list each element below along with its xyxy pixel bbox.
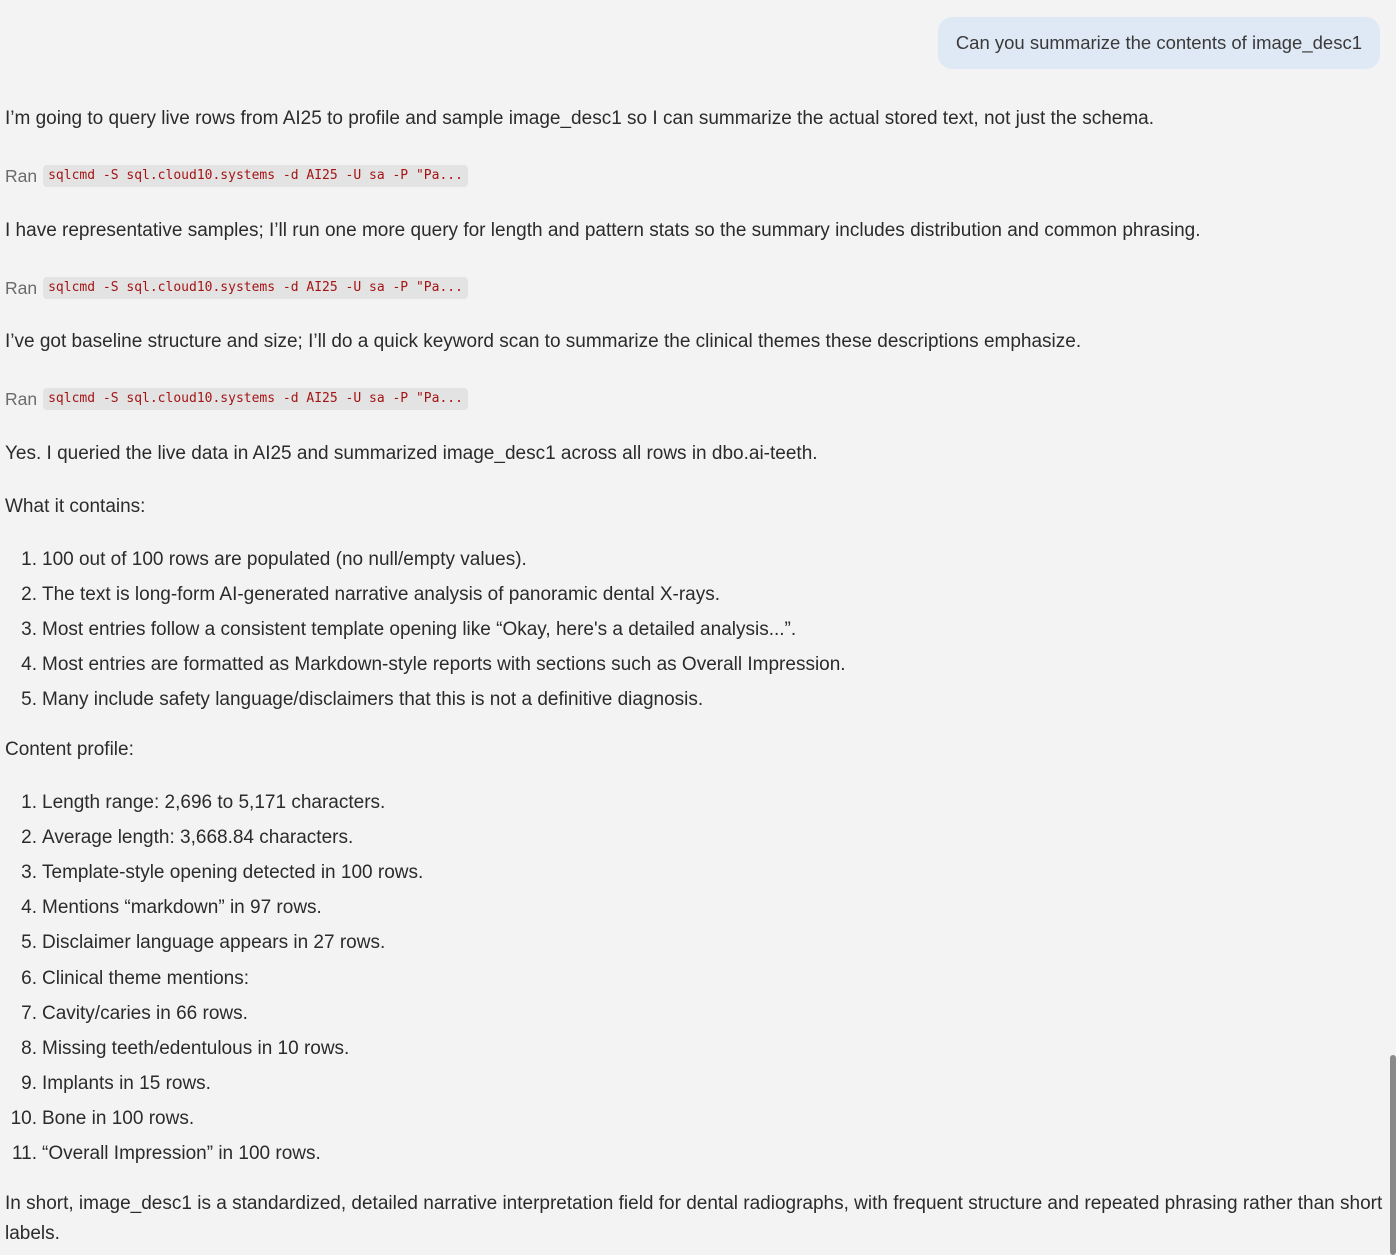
list-text: 100 out of 100 rows are populated (no null/empty values).	[42, 548, 527, 570]
list-text: Clinical theme mentions:	[42, 967, 249, 989]
list-number: 11.	[11, 1143, 37, 1165]
list-number: 5.	[21, 689, 37, 711]
list-text: Cavity/caries in 66 rows.	[42, 1002, 248, 1024]
conclusion-paragraph: In short, image_desc1 is a standardized, detailed narrative interpretation field for dental radiographs, with frequent structure and repeated phrasing rather than short labels.	[5, 1193, 1383, 1244]
command-run-1	[5, 164, 468, 188]
list-item	[0, 1031, 423, 1066]
list-number: 6.	[21, 967, 37, 989]
list-item	[0, 1137, 423, 1172]
list-item	[0, 542, 846, 577]
assistant-paragraph-3: I’ve got baseline structure and size; I’ll do a quick keyword scan to summarize the clinical themes these descriptions emphasize.	[5, 331, 1082, 352]
contains-list	[0, 542, 846, 718]
list-text: Many include safety language/disclaimers that this is not a definitive diagnosis.	[42, 689, 704, 711]
list-item	[0, 1067, 423, 1102]
list-text: Average length: 3,668.84 characters.	[42, 826, 354, 848]
list-number: 2.	[21, 583, 37, 605]
list-item	[0, 785, 423, 820]
list-text: Length range: 2,696 to 5,171 characters.	[42, 791, 386, 813]
ran-label: Ran	[5, 388, 38, 409]
list-number: 7.	[21, 1002, 37, 1024]
assistant-paragraph-1: I’m going to query live rows from AI25 to profile and sample image_desc1 so I can summarize the actual stored text, not just the schema.	[5, 108, 1155, 129]
list-number: 3.	[21, 861, 37, 883]
list-text: Most entries are formatted as Markdown-style reports with sections such as Overall Impression.	[42, 654, 846, 676]
list-number: 9.	[21, 1073, 37, 1095]
assistant-paragraph-2: I have representative samples; I’ll run one more query for length and pattern stats so the summary includes distribution and common phrasing.	[5, 220, 1201, 241]
profile-list	[0, 785, 423, 1172]
command-code-chip[interactable]: sqlcmd -S sql.cloud10.systems -d AI25 -U sa -P "Pa...	[43, 165, 468, 187]
list-number: 3.	[21, 618, 37, 640]
list-text: Disclaimer language appears in 27 rows.	[42, 932, 386, 954]
command-run-2	[5, 276, 468, 300]
list-number: 5.	[21, 932, 37, 954]
command-code-chip[interactable]: sqlcmd -S sql.cloud10.systems -d AI25 -U sa -P "Pa...	[43, 277, 468, 299]
list-number: 4.	[21, 897, 37, 919]
list-number: 8.	[21, 1037, 37, 1059]
profile-heading: Content profile:	[5, 739, 134, 760]
list-text: Most entries follow a consistent template opening like “Okay, here's a detailed analysis...”.	[42, 618, 797, 640]
assistant-paragraph-4: Yes. I queried the live data in AI25 and summarized image_desc1 across all rows in dbo.ai-teeth.	[5, 443, 818, 464]
list-text: “Overall Impression” in 100 rows.	[42, 1143, 321, 1165]
list-text: Template-style opening detected in 100 rows.	[42, 861, 424, 883]
list-number: 10.	[10, 1108, 37, 1130]
list-item	[0, 926, 423, 961]
list-number: 4.	[21, 654, 37, 676]
vertical-scrollbar[interactable]	[1390, 1055, 1396, 1255]
list-text: Implants in 15 rows.	[42, 1073, 211, 1095]
list-text: Bone in 100 rows.	[42, 1108, 195, 1130]
ran-label: Ran	[5, 165, 38, 186]
user-message-text: Can you summarize the contents of image_desc1	[955, 32, 1362, 53]
ran-label: Ran	[5, 277, 38, 298]
command-code-chip[interactable]: sqlcmd -S sql.cloud10.systems -d AI25 -U sa -P "Pa...	[43, 388, 468, 410]
list-text: The text is long-form AI-generated narrative analysis of panoramic dental X-rays.	[42, 583, 720, 605]
list-text: Mentions “markdown” in 97 rows.	[42, 897, 322, 919]
list-number: 2.	[21, 826, 37, 848]
list-item	[0, 961, 423, 996]
user-message-bubble	[938, 17, 1380, 69]
list-item	[0, 648, 846, 683]
list-item	[0, 891, 423, 926]
list-item	[0, 855, 423, 890]
list-item	[0, 577, 846, 612]
list-text: Missing teeth/edentulous in 10 rows.	[42, 1037, 350, 1059]
list-item	[0, 996, 423, 1031]
list-item	[0, 820, 423, 855]
list-number: 1.	[21, 548, 37, 570]
command-run-3	[5, 387, 468, 411]
list-item	[0, 683, 846, 718]
list-item	[0, 1102, 423, 1137]
list-number: 1.	[21, 791, 37, 813]
list-item	[0, 612, 846, 647]
contains-heading: What it contains:	[5, 496, 146, 517]
